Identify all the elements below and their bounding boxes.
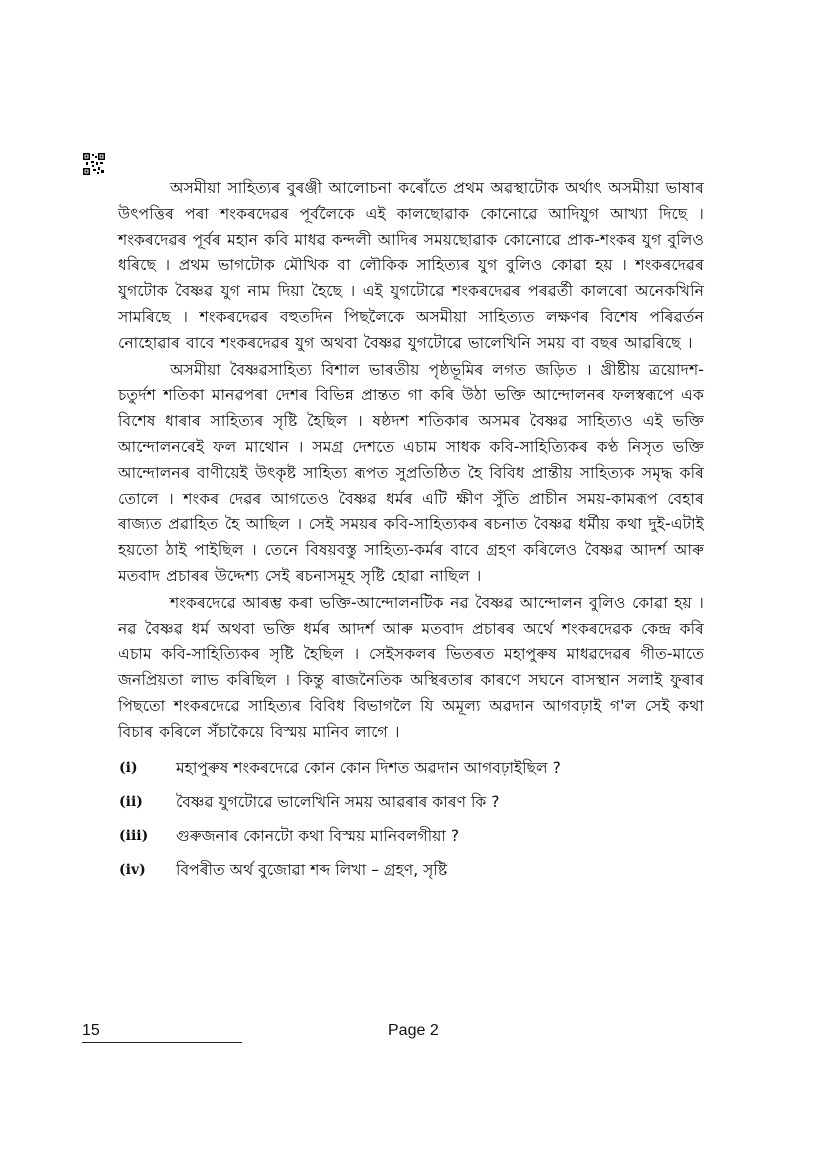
paragraph: অসমীয়া সাহিত্যৰ বুৰঞ্জী আলোচনা কৰোঁতে প্ৰথম অৱস্থাটোক অৰ্থাৎ অসমীয়া ভাষাৰ উৎপত্তিৰ পৰা শংকৰদেৱৰ পূৰ্বলৈকে এই কালছোৱাক কোনোৱে আদিযুগ আখ্যা দিছে । শংকৰদেৱৰ পূৰ্বৰ মহান কবি মাধৱ কন্দলী আদিৰ সময়ছোৱাক কোনোৱে প্ৰাক-শংকৰ যুগ বুলিও ধৰিছে । প্ৰথম ভাগটোক মৌখিক বা লৌকিক সাহিত্যৰ যুগ বুলিও কোৱা হয় । শংকৰদেৱৰ যুগটোক বৈষ্ণৱ যুগ নাম দিয়া হৈছে । এই যুগটোৱে শংকৰদেৱৰ পৰৱৰ্তী কালৰো অনেকখিনি সামৰিছে । শংকৰদেৱৰ বহুতদিন পিছলৈকে অসমীয়া সাহিত্যত লক্ষণৰ বিশেষ পৰিৱৰ্তন নোহোৱাৰ বাবে শংকৰদেৱৰ যুগ অথবা বৈষ্ণৱ যুগটোৱে ভালেখিনি সময় বা বছৰ আৱৰিছে । [118, 179, 704, 352]
question-number: (i) [119, 759, 138, 776]
page-number: Page 2 [388, 1022, 439, 1039]
passage-section [118, 176, 704, 894]
qr-code-icon [83, 153, 105, 175]
question-item [118, 758, 704, 778]
question-list [118, 758, 704, 880]
paragraph: অসমীয়া বৈষ্ণৱসাহিত্য বিশাল ভাৰতীয় পৃষ্ঠভূমিৰ লগত জড়িত । খ্ৰীষ্টীয় ত্ৰয়োদশ-চতুৰ্দশ শতিকা মানৱপৰা দেশৰ বিভিন্ন প্ৰান্তত গা কৰি উঠা ভক্তি আন্দোলনৰ ফলস্বৰূপে এক বিশেষ ধাৰাৰ সাহিত্যৰ সৃষ্টি হৈছিল । ষষ্ঠদশ শতিকাৰ অসমৰ বৈষ্ণৱ সাহিত্যও এই ভক্তি আন্দোলনৰেই ফল মাথোন । সমগ্ৰ দেশতে এচাম সাধক কবি-সাহিত্যিকৰ কণ্ঠ নিসৃত ভক্তি আন্দোলনৰ বাণীয়েই উৎকৃষ্ট সাহিত্য ৰূপত সুপ্ৰতিষ্ঠিত হৈ বিবিধ প্ৰান্তীয় সাহিত্যক সমৃদ্ধ কৰি তোলে । শংকৰ দেৱৰ আগতেও বৈষ্ণৱ ধৰ্মৰ এটি ক্ষীণ সুঁতি প্ৰাচীন সময়-কামৰূপ বেহাৰ ৰাজ্যত প্ৰৱাহিত হৈ আছিল । সেই সময়ৰ কবি-সাহিত্যকৰ ৰচনাত বৈষ্ণৱ ধৰ্মীয় কথা দুই-এটাই হয়তো ঠাই পাইছিল । তেনে বিষয়বস্তু সাহিত্য-কৰ্মৰ বাবে গ্ৰহণ কৰিলেও বৈষ্ণৱ আদৰ্শ আৰু মতবাদ প্ৰচাৰৰ উদ্দেশ্য সেই ৰচনাসমূহ সৃষ্টি হোৱা নাছিল । [118, 360, 704, 585]
paragraph: শংকৰদেৱে আৰম্ভ কৰা ভক্তি-আন্দোলনটিক নৱ বৈষ্ণৱ আন্দোলন বুলিও কোৱা হয় । নৱ বৈষ্ণৱ ধৰ্ম অথবা ভক্তি ধৰ্মৰ আদৰ্শ আৰু মতবাদ প্ৰচাৰৰ অৰ্থে শংকৰদেৱক কেন্দ্ৰ কৰি এচাম কবি-সাহিত্যিকৰ সৃষ্টি হৈছিল । সেইসকলৰ ভিতৰত মহাপুৰুষ মাধৱদেৱৰ গীত-মাতে জনপ্ৰিয়তা লাভ কৰিছিল । কিন্তু ৰাজনৈতিক অস্থিৰতাৰ কাৰণে সঘনে বাসস্থান সলাই ফুৰাৰ পিছতো শংকৰদেৱে সাহিত্যৰ বিবিধ বিভাগলৈ যি অমূল্য অৱদান আগবঢ়াই গ'ল সেই কথা বিচাৰ কৰিলে সঁচাকৈয়ে বিস্ময় মানিব লাগে । [118, 593, 704, 741]
question-text: গুৰুজনাৰ কোনটো কথা বিস্ময় মানিবলগীয়া ? [176, 826, 460, 845]
question-item [118, 792, 704, 812]
question-text: বৈষ্ণৱ যুগটোৱে ভালেখিনি সময় আৱৰাৰ কাৰণ কি ? [176, 792, 500, 811]
footer-divider [82, 1042, 242, 1043]
question-number: (iii) [119, 827, 149, 844]
question-number: (iv) [119, 861, 146, 878]
question-text: বিপৰীত অৰ্থ বুজোৱা শব্দ লিখা – গ্ৰহণ, সৃষ্টি [176, 860, 448, 879]
question-item [118, 860, 704, 880]
question-text: মহাপুৰুষ শংকৰদেৱে কোন কোন দিশত অৱদান আগবঢ়াইছিল ? [176, 758, 561, 777]
question-item [118, 826, 704, 846]
paper-code: 15 [82, 1022, 100, 1039]
question-number: (ii) [119, 793, 143, 810]
passage-text [118, 176, 704, 746]
